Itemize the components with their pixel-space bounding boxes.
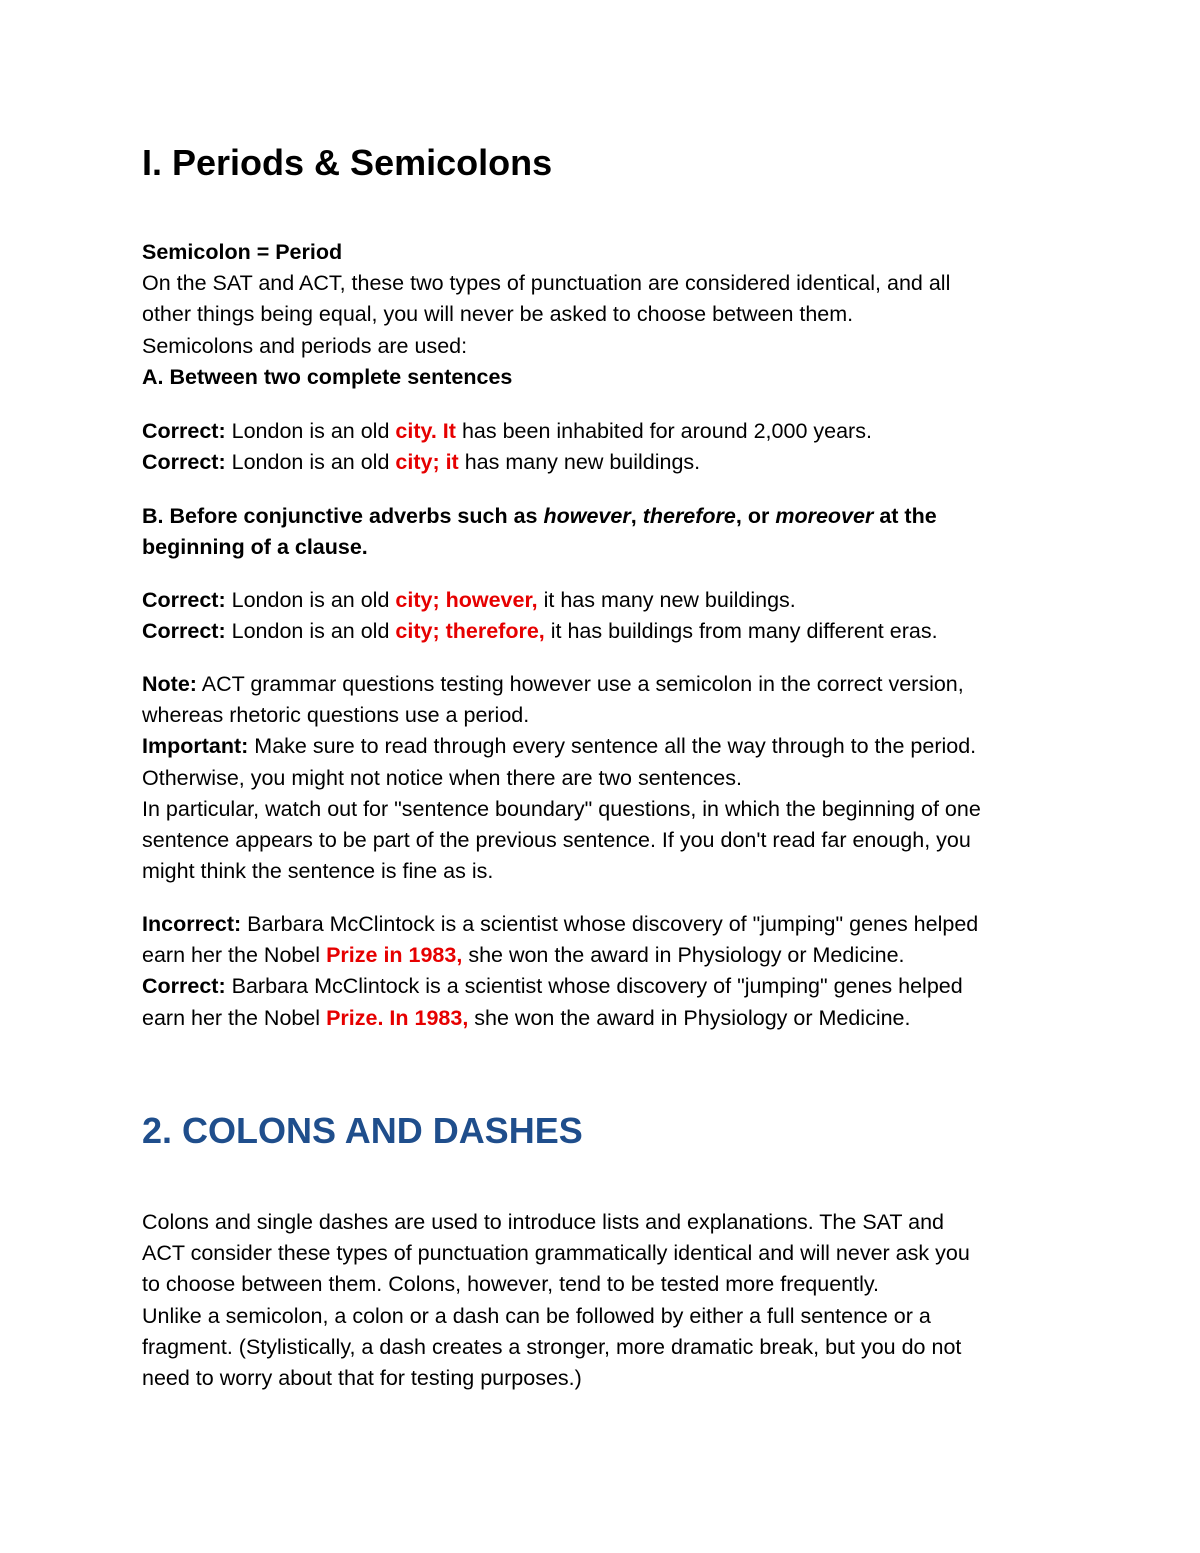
notes-block (142, 669, 1072, 887)
example-label: Correct: (142, 419, 226, 443)
particular-line: sentence appears to be part of the previous sentence. If you don't read far enough, you (142, 828, 971, 853)
correct-line: earn her the Nobel Prize. In 1983, she won the award in Physiology or Medicine. (142, 1005, 911, 1030)
intro-line: On the SAT and ACT, these two types of punctuation are considered identical, and all (142, 271, 951, 296)
example-label: Correct: (142, 619, 226, 644)
highlight-text: city; it (395, 450, 459, 475)
note-label: Note: (142, 672, 197, 696)
examples-b-block (142, 585, 1072, 647)
incorrect-line: Incorrect: Barbara McClintock is a scientist whose discovery of "jumping" genes helped (142, 912, 979, 936)
correct-line: Correct: Barbara McClintock is a scientist whose discovery of "jumping" genes helped (142, 974, 963, 999)
body-line: fragment. (Stylistically, a dash creates a stronger, more dramatic break, but you do not (142, 1334, 962, 1359)
note-line: whereas rhetoric questions use a period. (142, 703, 530, 728)
note-line: Note: ACT grammar questions testing however use a semicolon in the correct version, (142, 672, 964, 696)
important-line: Important: Make sure to read through every sentence all the way through to the period. (142, 734, 977, 759)
particular-line: might think the sentence is fine as is. (142, 859, 494, 884)
section1-title: I. Periods & Semicolons (142, 142, 553, 183)
example-label: Correct: (142, 450, 226, 475)
example-line: Correct: London is an old city; it has many new buildings. (142, 450, 701, 475)
particular-line: In particular, watch out for "sentence boundary" questions, in which the beginning of one (142, 796, 981, 821)
example-line: Correct: London is an old city; therefore, it has buildings from many different eras. (142, 619, 938, 644)
rule-b-block (142, 501, 1072, 563)
example-line: Correct: London is an old city. It has been inhabited for around 2,000 years. (142, 419, 872, 443)
highlight-text: city; however, (395, 588, 538, 612)
highlight-text: city. It (395, 419, 456, 443)
colons-body-block (142, 1207, 1072, 1394)
example-line: Correct: London is an old city; however, it has many new buildings. (142, 588, 796, 612)
important-line: Otherwise, you might not notice when there are two sentences. (142, 765, 742, 790)
rule-a-heading: A. Between two complete sentences (142, 364, 513, 389)
semicolon-subheading: Semicolon = Period (142, 240, 343, 264)
intro-line: Semicolons and periods are used: (142, 333, 468, 358)
body-line: ACT consider these types of punctuation grammatically identical and will never ask you (142, 1241, 970, 1266)
incorrect-line: earn her the Nobel Prize in 1983, she won the award in Physiology or Medicine. (142, 943, 905, 968)
body-line: Colons and single dashes are used to introduce lists and explanations. The SAT and (142, 1210, 944, 1234)
section2-title: 2. COLONS AND DASHES (142, 1110, 583, 1151)
body-line: to choose between them. Colons, however, tend to be tested more frequently. (142, 1272, 880, 1297)
mcclintock-examples-block (142, 909, 1072, 1034)
body-line: need to worry about that for testing purposes.) (142, 1366, 582, 1391)
incorrect-label: Incorrect: (142, 912, 242, 936)
rule-b-heading-cont: beginning of a clause. (142, 535, 368, 560)
correct-label: Correct: (142, 974, 226, 999)
examples-a-block (142, 416, 1072, 478)
example-label: Correct: (142, 588, 226, 612)
important-label: Important: (142, 734, 249, 759)
body-line: Unlike a semicolon, a colon or a dash can be followed by either a full sentence or a (142, 1303, 931, 1328)
intro-line: other things being equal, you will never be asked to choose between them. (142, 302, 854, 327)
highlight-text: Prize in 1983, (326, 943, 463, 968)
highlight-text: Prize. In 1983, (326, 1005, 469, 1030)
semicolon-intro-block (142, 237, 1072, 393)
rule-b-heading: B. Before conjunctive adverbs such as however, therefore, or moreover at the (142, 504, 937, 528)
highlight-text: city; therefore, (395, 619, 545, 644)
